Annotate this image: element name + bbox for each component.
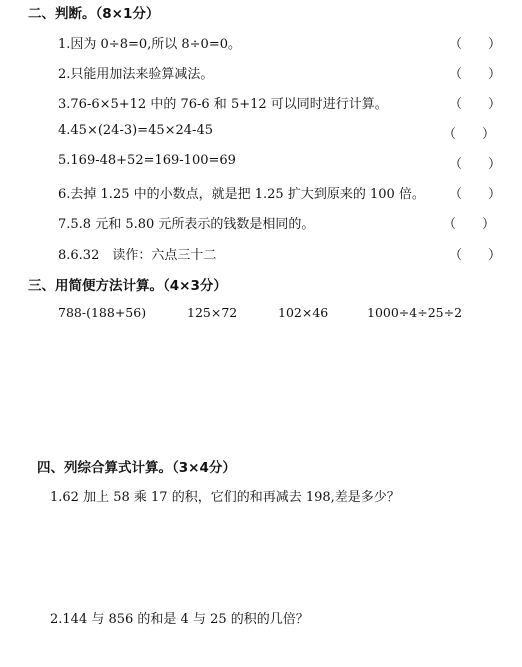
answer-paren-3[interactable]: （ ） [449,97,502,112]
judgement-item-4: 4.45×(24-3)=45×24-45 [58,123,213,138]
word-problem-1: 1.62 加上 58 乘 17 的积，它们的和再减去 198,差是多少？ [50,490,400,505]
section3-title: 三、用简便方法计算。（4×3分） [28,278,227,294]
section4-title: 四、列综合算式计算。（3×4分） [37,460,236,476]
answer-paren-2[interactable]: （ ） [449,67,502,82]
judgement-item-2: 2.只能用加法来验算减法。 [58,67,214,82]
answer-paren-6[interactable]: （ ） [449,187,502,202]
answer-paren-7[interactable]: （ ） [443,217,496,232]
judgement-item-8: 8.6.32 读作：六点三十二 [58,248,217,263]
section2-title: 二、判断。（8×1分） [28,6,160,22]
answer-paren-8[interactable]: （ ） [449,248,502,263]
answer-paren-5[interactable]: （ ） [449,157,502,172]
answer-paren-1[interactable]: （ ） [449,37,502,52]
calc-problem-2: 125×72 [187,305,238,320]
word-problem-2: 2.144 与 856 的和是 4 与 25 的积的几倍？ [50,612,309,627]
judgement-item-1: 1.因为 0÷8=0,所以 8÷0=0。 [58,37,241,52]
judgement-item-3: 3.76-6×5+12 中的 76-6 和 5+12 可以同时进行计算。 [58,97,388,112]
calc-problem-4: 1000÷4÷25÷2 [367,305,463,320]
judgement-item-5: 5.169-48+52=169-100=69 [58,153,236,168]
calc-problem-3: 102×46 [278,305,329,320]
judgement-item-7: 7.5.8 元和 5.80 元所表示的钱数是相同的。 [58,217,315,232]
calc-problem-1: 788-(188+56) [58,305,147,320]
judgement-item-6: 6.去掉 1.25 中的小数点，就是把 1.25 扩大到原来的 100 倍。 [58,187,425,202]
answer-paren-4[interactable]: （ ） [443,127,496,142]
